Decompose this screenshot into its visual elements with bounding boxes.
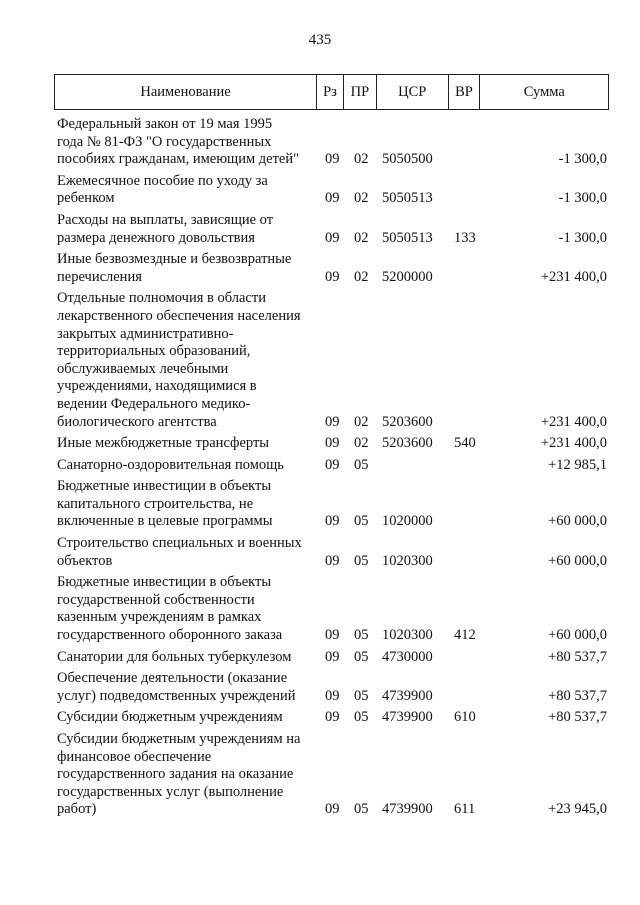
row-sum: +80 537,7	[548, 687, 607, 704]
table-row	[54, 453, 609, 475]
row-name	[54, 173, 317, 208]
row-pr: 02	[354, 268, 369, 285]
table-row	[54, 705, 609, 727]
table-row	[54, 208, 609, 247]
row-rz: 09	[325, 435, 340, 452]
row-name-line: биологического агентства	[57, 413, 217, 430]
row-name-line: Строительство специальных и военных	[57, 535, 302, 552]
row-sum: +60 000,0	[548, 513, 607, 530]
table-row	[54, 727, 609, 819]
row-sum: +231 400,0	[540, 268, 607, 285]
row-csr: 4730000	[382, 648, 433, 665]
row-name-line: услуг) подведомственных учреждений	[57, 687, 296, 704]
row-name-line: лекарственного обеспечения населения	[57, 307, 301, 324]
table-row	[54, 531, 609, 570]
row-rz: 09	[325, 456, 340, 473]
row-csr: 1020300	[382, 552, 433, 569]
row-rz: 09	[325, 627, 340, 644]
row-csr: 5050513	[382, 229, 433, 246]
row-name-line: учреждениями, находящимися в	[57, 378, 257, 395]
row-name-line: Санаторно-оздоровительная помощь	[57, 456, 284, 473]
row-sum: +231 400,0	[540, 435, 607, 452]
row-name-line: Обеспечение деятельности (оказание	[57, 670, 288, 687]
row-pr: 02	[354, 229, 369, 246]
row-name-line: казенным учреждениям в рамках	[57, 609, 262, 626]
row-rz: 09	[325, 413, 340, 430]
row-name-line: обслуживаемых лечебными	[57, 360, 229, 377]
row-vr: 412	[454, 627, 476, 644]
row-csr: 4739900	[382, 801, 433, 818]
row-name-line: Расходы на выплаты, зависящие от	[57, 211, 274, 228]
row-sum: +60 000,0	[548, 552, 607, 569]
row-pr: 05	[354, 552, 369, 569]
header-rz: Рз	[317, 75, 344, 109]
row-name-line: Санатории для больных туберкулезом	[57, 648, 292, 665]
row-rz: 09	[325, 687, 340, 704]
row-name-line: Иные межбюджетные трансферты	[57, 435, 270, 452]
table-body	[54, 112, 609, 819]
row-csr: 4739900	[382, 687, 433, 704]
row-name-line: территориальных образований,	[57, 343, 251, 360]
row-vr: 133	[454, 229, 476, 246]
row-rz: 09	[325, 229, 340, 246]
row-rz: 09	[325, 648, 340, 665]
row-name	[54, 574, 317, 644]
row-name	[54, 478, 317, 531]
row-sum: -1 300,0	[558, 151, 607, 168]
row-rz: 09	[325, 513, 340, 530]
row-rz: 09	[325, 709, 340, 726]
row-vr: 610	[454, 709, 476, 726]
row-name-line: финансовое обеспечение	[57, 748, 212, 765]
row-csr: 5200000	[382, 268, 433, 285]
table-row	[54, 645, 609, 667]
row-csr: 4739900	[382, 709, 433, 726]
row-rz: 09	[325, 190, 340, 207]
row-rz: 09	[325, 552, 340, 569]
row-name-line: Отдельные полномочия в области	[57, 290, 266, 307]
row-name-line: Субсидии бюджетным учреждениям	[57, 709, 283, 726]
row-pr: 05	[354, 513, 369, 530]
row-name	[54, 649, 317, 667]
row-name-line: ведении Федерального медико-	[57, 395, 251, 412]
row-name-line: перечисления	[57, 268, 142, 285]
row-name-line: Бюджетные инвестиции в объекты	[57, 574, 272, 591]
table-header	[54, 74, 609, 110]
row-sum: +60 000,0	[548, 627, 607, 644]
row-sum: -1 300,0	[558, 190, 607, 207]
row-name-line: работ)	[57, 801, 97, 818]
row-name-line: Ежемесячное пособие по уходу за	[57, 172, 268, 189]
header-sum: Сумма	[523, 83, 565, 100]
row-name-line: года № 81-ФЗ "О государственных	[57, 133, 272, 150]
row-rz: 09	[325, 151, 340, 168]
row-vr: 540	[454, 435, 476, 452]
row-pr: 05	[354, 456, 369, 473]
table-row	[54, 247, 609, 286]
row-csr: 5050513	[382, 190, 433, 207]
page-number: 435	[308, 32, 332, 48]
row-pr: 02	[354, 435, 369, 452]
row-pr: 02	[354, 190, 369, 207]
header-csr: ЦСР	[377, 75, 449, 109]
row-name-line: объектов	[57, 552, 113, 569]
row-sum: +12 985,1	[548, 456, 607, 473]
row-pr: 05	[354, 648, 369, 665]
row-name	[54, 731, 317, 819]
row-csr: 5203600	[382, 435, 433, 452]
row-pr: 02	[354, 151, 369, 168]
row-name	[54, 457, 317, 475]
header-name: Наименование	[55, 75, 317, 109]
row-name	[54, 709, 317, 727]
row-sum: -1 300,0	[558, 229, 607, 246]
table-row	[54, 286, 609, 431]
row-name-line: закрытых административно-	[57, 325, 234, 342]
row-pr: 05	[354, 687, 369, 704]
row-name-line: Иные безвозмездные и безвозвратные	[57, 251, 292, 268]
table-row	[54, 666, 609, 705]
row-name	[54, 251, 317, 286]
row-name-line: государственного задания на оказание	[57, 766, 294, 783]
row-sum: +23 945,0	[548, 801, 607, 818]
row-sum: +80 537,7	[548, 709, 607, 726]
row-csr: 5203600	[382, 413, 433, 430]
row-name-line: государственного оборонного заказа	[57, 627, 283, 644]
row-name-line: государственной собственности	[57, 591, 255, 608]
row-rz: 09	[325, 801, 340, 818]
row-pr: 05	[354, 627, 369, 644]
row-name-line: государственных услуг (выполнение	[57, 783, 284, 800]
row-name-line: Субсидии бюджетным учреждениям на	[57, 731, 301, 747]
row-name	[54, 435, 317, 453]
row-rz: 09	[325, 268, 340, 285]
row-sum: +80 537,7	[548, 648, 607, 665]
row-csr: 5050500	[382, 151, 433, 168]
row-csr: 1020300	[382, 627, 433, 644]
table-row	[54, 474, 609, 531]
table-row	[54, 169, 609, 208]
table-row	[54, 112, 609, 169]
row-pr: 05	[354, 801, 369, 818]
header-pr: ПР	[344, 75, 377, 109]
header-vr: ВР	[449, 75, 481, 109]
table-row	[54, 570, 609, 644]
row-name	[54, 535, 317, 570]
row-sum: +231 400,0	[540, 413, 607, 430]
row-name-line: Бюджетные инвестиции в объекты	[57, 478, 272, 495]
row-name-line: пособиях гражданам, имеющим детей"	[57, 151, 300, 168]
row-name-line: размера денежного довольствия	[57, 229, 255, 246]
row-name-line: включенные в целевые программы	[57, 513, 273, 530]
row-name	[54, 670, 317, 705]
row-name	[54, 116, 317, 169]
row-vr: 611	[454, 801, 476, 818]
row-pr: 05	[354, 709, 369, 726]
table-row	[54, 431, 609, 453]
row-name	[54, 212, 317, 247]
row-pr: 02	[354, 413, 369, 430]
row-csr: 1020000	[382, 513, 433, 530]
row-name-line: Федеральный закон от 19 мая 1995	[57, 116, 273, 132]
row-name-line: ребенком	[57, 190, 115, 207]
row-name	[54, 290, 317, 431]
row-name-line: капитального строительства, не	[57, 495, 254, 512]
